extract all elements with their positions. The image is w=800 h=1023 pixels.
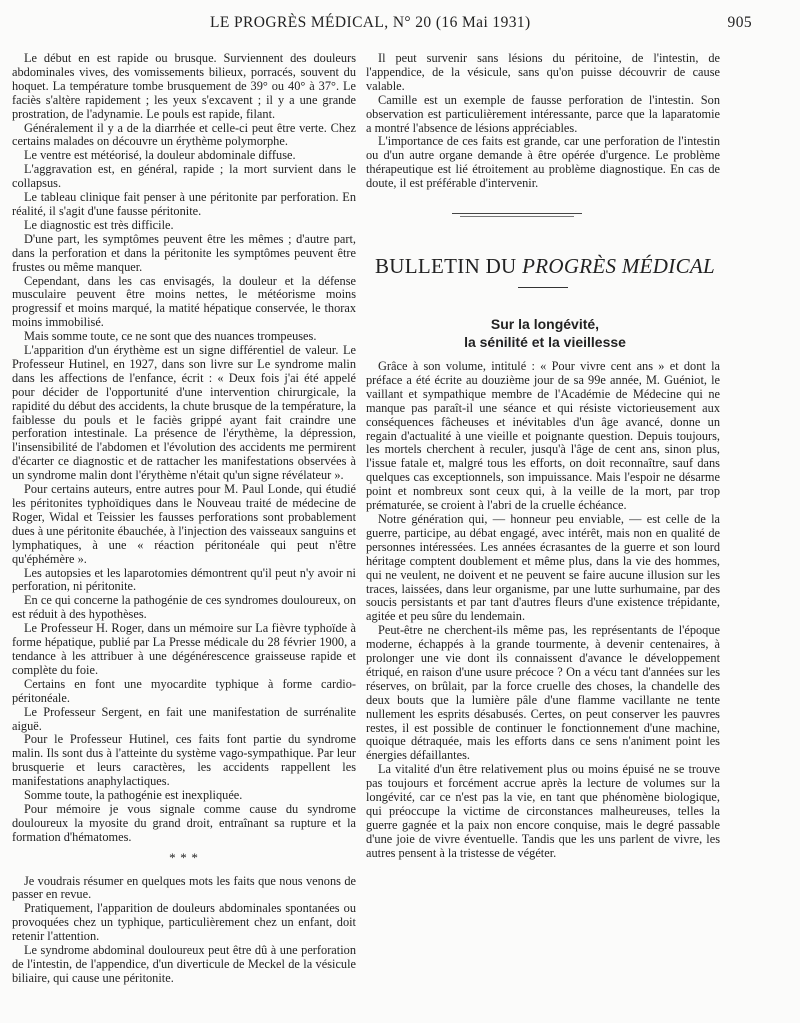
page-number: 905 xyxy=(727,14,752,31)
right-column-top xyxy=(366,52,720,191)
paragraph: Le ventre est météorisé, la douleur abdominale diffuse. xyxy=(24,148,296,163)
article-title-line: Sur la longévité, xyxy=(490,316,600,332)
paragraph: Le diagnostic est très difficile. xyxy=(24,217,174,232)
paragraph: En ce qui concerne la pathogénie de ces syndromes douloureux, on est réduit à des hypothèses. xyxy=(12,593,356,622)
paragraph: Pour mémoire je vous signale comme cause du syndrome douloureux la myosite du grand droit, entraînant sa rupture et la formation d'hématomes. xyxy=(12,801,356,844)
article-title xyxy=(368,315,722,351)
paragraph: Le Professeur Sergent, en fait une manifestation de surrénalite aiguë. xyxy=(12,704,356,733)
heading-rule xyxy=(518,287,568,288)
paragraph: Grâce à son volume, intitulé : « Pour vivre cent ans » et dont la préface a été écrite au douzième jour de sa 99e année, M. Guéniot, le vaillant et sympathique membre de l'Académie de Médecine qui ne manque pas paraît-il une séance et qui résiste victorieusement aux conséquences fâcheuses et inévitables d'un âge avancé, donne un regain d'actualité à une vieille et poignante question. Depuis toujours, les mortels cherchent à reculer, jusqu'à l'âge de cent ans, sinon plus, l'issue fatale et, malgré tous les efforts, on doit reconnaître, sauf dans quelques cas exceptionnels, son impuissance. Mais l'espoir ne désarme point et nombreux sont ceux qui, à la veille de la mort, par trop prématurée, se croient à l'abri de la cruelle échéance. xyxy=(366,359,720,513)
paragraph: Le début en est rapide ou brusque. Surviennent des douleurs abdominales vives, des vomissements bilieux, porracés, souvent du hoquet. La température tombe brusquement de 39° ou 40° à 37°. Le faciès s'altère rapidement ; les yeux s'excavent ; il y a une grande prostration, de l'adynamie. Le pouls est rapide, filant. xyxy=(12,51,356,121)
paragraph: Cependant, dans les cas envisagés, la douleur et la défense musculaire peuvent être moins nettes, le météorisme moins progressif et moins marqué, la matité hépatique conservée, le thorax moins immobilisé. xyxy=(12,273,356,330)
paragraph: Notre génération qui, — honneur peu enviable, — est celle de la guerre, participe, au débat engagé, avec intérêt, mais non en qualité de personnes intéressées. Les années écrasantes de la guerre et son lourd héritage comptent doublement et même plus, dans la vie des hommes, qui ne veulent, ne doivent et ne peuvent se faire aucune illusion sur les traces, laissées, dans leur organisme, par une lutte surhumaine, par des soucis persistants et par tant d'autres fleurs d'une existence trépidante, agitée et peu sûre du lendemain. xyxy=(366,511,720,624)
paragraph: Pour le Professeur Hutinel, ces faits font partie du syndrome malin. Ils sont dus à l'atteinte du système vago-sympathique. Par leur brusquerie et leurs caractères, les accidents rappellent les manifestations anaphylactiques. xyxy=(12,732,356,789)
paragraph: Généralement il y a de la diarrhée et celle-ci peut être verte. Chez certains malades on découvre un érythème polymorphe. xyxy=(12,120,356,149)
paragraph: Camille est un exemple de fausse perforation de l'intestin. Son observation est particulièrement intéressante, parce que la laparatomie a montré l'absence de lésions appréciables. xyxy=(366,92,720,135)
paragraph: Le tableau clinique fait penser à une péritonite par perforation. En réalité, il s'agit d'une fausse péritonite. xyxy=(12,190,356,218)
article-title-line: la sénilité et la vieillesse xyxy=(464,334,626,350)
page-header xyxy=(20,14,780,36)
section-heading-journal: PROGRÈS MÉDICAL xyxy=(522,254,715,278)
paragraph: L'aggravation est, en général, rapide ; la mort survient dans le collapsus. xyxy=(12,162,356,191)
paragraph: L'importance de ces faits est grande, car une perforation de l'intestin ou d'un autre organe demande à être opérée d'urgence. Le problème thérapeutique est lié étroitement au problème diagnostique. En cas de doute, il est préférable d'intervenir. xyxy=(366,134,720,191)
paragraph: Mais somme toute, ce ne sont que des nuances trompeuses. xyxy=(24,329,317,344)
ornamental-separator xyxy=(452,208,582,220)
paragraph: Il peut survenir sans lésions du péritoine, de l'intestin, de l'appendice, de la vésicule, sans qu'on puisse découvrir de cause valable. xyxy=(366,51,720,93)
separator-line xyxy=(452,213,582,214)
running-title: LE PROGRÈS MÉDICAL, N° 20 (16 Mai 1931) xyxy=(210,14,531,31)
paragraph: Somme toute, la pathogénie est inexpliquée. xyxy=(24,788,243,803)
paragraph: L'apparition d'un érythème est un signe différentiel de valeur. Le Professeur Hutinel, en 1927, dans son livre sur Le syndrome malin dans les affections de l'enfance, écrit : « Deux fois j'ai été appelé pour décider de l'opportunité d'une intervention chirurgicale, la rapidité du début des accidents, la chute brusque de la température, la faiblesse du pouls et le faciès grippé ayant fait craindre une perforation intestinale. La présence de l'érythème, la dépression, l'insensibilité de l'abdomen et l'évolution des accidents me permirent d'écarter ce diagnostic et de rattacher les manifestations observées à un syndrome malin dont l'érythème n'était qu'un signe révélateur ». xyxy=(12,343,356,483)
paragraph: Certains en font une myocardite typhique à forme cardio-péritonéale. xyxy=(12,676,356,705)
section-stars: * * * xyxy=(169,849,199,865)
section-heading xyxy=(368,254,722,279)
paragraph: Pratiquement, l'apparition de douleurs abdominales spontanées ou provoquées chez un typhique, particulièrement chez un enfant, doit retenir l'attention. xyxy=(12,901,356,944)
paragraph: D'une part, les symptômes peuvent être les mêmes ; d'autre part, dans la perforation et dans la péritonite les symptômes peuvent être frustes ou même manquer. xyxy=(12,231,356,274)
left-column xyxy=(12,52,356,986)
paragraph: La vitalité d'un être relativement plus ou moins épuisé ne se trouve pas toujours et forcément accrue après la lecture de volumes sur la longévité, car ce n'est pas la vie, en tant que phénomène biologique, qui préoccupe la victime de circonstances malheureuses, telles la guerre gagnée et la paix non encore conquise, mais le degré passable d'une joie de vivre éventuelle. Tandis que les uns parlent de vivre, les autres pensent à la tristesse de végéter. xyxy=(366,762,720,860)
paragraph: Le syndrome abdominal douloureux peut être dû à une perforation de l'intestin, de l'appendice, d'un diverticule de Meckel de la vésicule biliaire, qui cause une péritonite. xyxy=(12,943,356,985)
paragraph: Pour certains auteurs, entre autres pour M. Paul Londe, qui étudié les péritonites typhoïdiques dans le Nouveau traité de médecine de Roger, Widal et Teissier les fausses perforations sont probablement dues à une péritonite ébauchée, à l'injection des vaisseaux sanguins et lymphatiques, à une « réaction péritonéale qui peut n'être qu'éphémère ». xyxy=(12,482,356,566)
paragraph: Je voudrais résumer en quelques mots les faits que nous venons de passer en revue. xyxy=(12,873,356,902)
paragraph: Les autopsies et les laparotomies démontrent qu'il peut n'y avoir ni perforation, ni péritonite. xyxy=(12,565,356,594)
section-heading-label: BULLETIN DU xyxy=(375,254,517,278)
separator-line xyxy=(460,216,574,217)
article-body xyxy=(366,360,720,861)
paragraph: Le Professeur H. Roger, dans un mémoire sur La fièvre typhoïde à forme hépatique, publié par La Presse médicale du 28 février 1900, a tendance à les attribuer à une dégénérescence graisseuse rapide et complète du foie. xyxy=(12,621,356,677)
paragraph: Peut-être ne cherchent-ils même pas, les représentants de l'époque moderne, échappés à la grande tourmente, à devenir centenaires, à prolonger une vie dont ils connaissent d'avance le développement étriqué, en raison d'une usure précoce ? On a vécu tant d'années sur les réserves, on brûlait, par la force cruelle des choses, la chandelle des deux bouts que la lumière pâle d'une flamme vacillante ne tente nullement les esprits désabusés. Certes, on peut conserver les pauvres restes, il est possible de continuer le fonctionnement d'une machine, quoique détraquée, mais les efforts dans ce sens n'animent point les énergies défaillantes. xyxy=(366,623,720,763)
